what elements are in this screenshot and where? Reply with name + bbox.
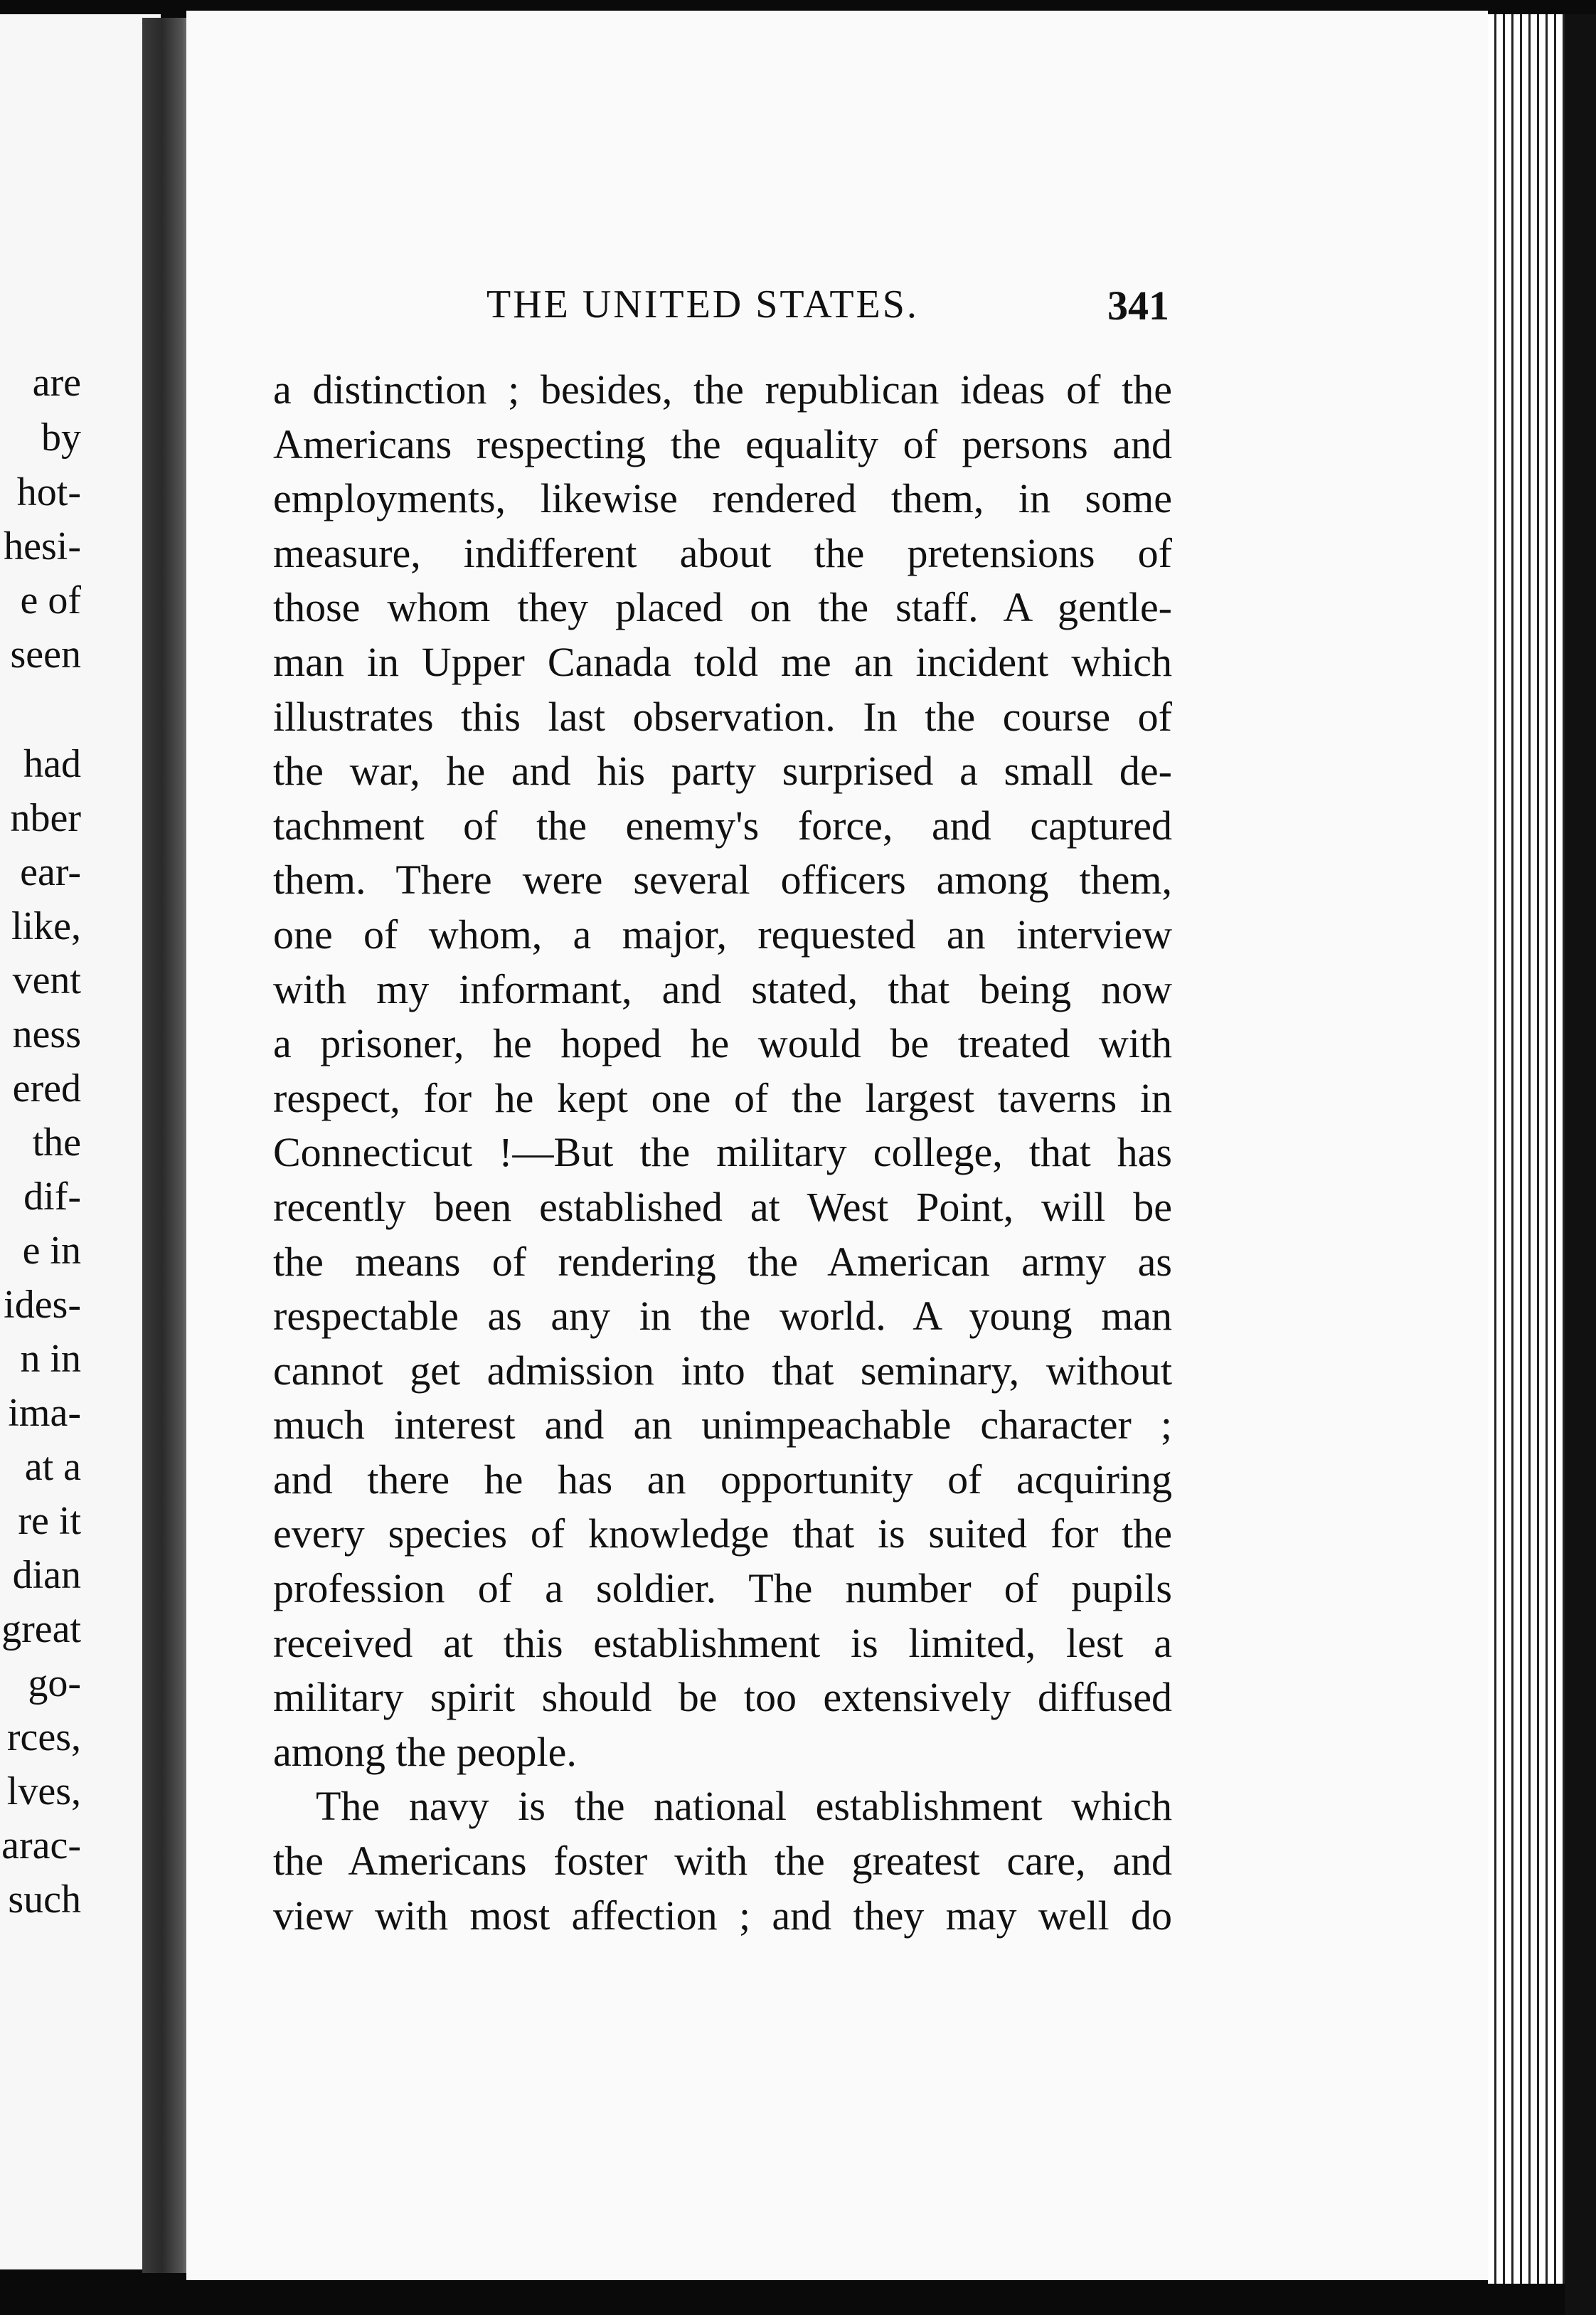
facing-line: lves, — [6, 1769, 81, 1813]
facing-line: seen — [10, 632, 81, 677]
facing-line: at a — [24, 1445, 81, 1489]
text-line: every species of knowledge that is suited for the — [273, 1510, 1172, 1557]
text-line: one of whom, a major, requested an interview — [273, 911, 1172, 958]
text-line: the means of rendering the American army as — [273, 1238, 1172, 1285]
text-line: illustrates this last observation. In the course of — [273, 693, 1172, 740]
facing-line: ides- — [4, 1283, 81, 1327]
page-edges-shadow — [1565, 14, 1596, 2315]
text-line: recently been established at West Point, will be — [273, 1183, 1172, 1230]
facing-line: ness — [12, 1012, 81, 1056]
text-line: cannot get admission into that seminary, without — [273, 1347, 1172, 1394]
text-line: military spirit should be too extensively diffused — [273, 1674, 1172, 1721]
facing-line: dif- — [23, 1175, 81, 1219]
text-line: them. There were several officers among them, — [273, 857, 1172, 904]
running-head: THE UNITED STATES. — [486, 282, 919, 327]
facing-line: ear- — [20, 850, 81, 894]
facing-line: such — [8, 1877, 81, 1922]
text-line: and there he has an opportunity of acquiring — [273, 1456, 1172, 1503]
text-line: man in Upper Canada told me an incident which — [273, 638, 1172, 685]
facing-line: ima- — [8, 1391, 81, 1435]
facing-line: vent — [12, 958, 81, 1002]
text-line: Americans respecting the equality of persons and — [273, 420, 1172, 467]
text-line: Connecticut !—But the military college, that has — [273, 1129, 1172, 1176]
facing-line: hesi- — [4, 524, 81, 568]
facing-line: nber — [10, 796, 81, 840]
text-line: those whom they placed on the staff. A gentle- — [273, 584, 1172, 631]
text-line: respectable as any in the world. A young man — [273, 1293, 1172, 1340]
text-line: employments, likewise rendered them, in some — [273, 475, 1172, 522]
text-line: view with most affection ; and they may well do — [273, 1892, 1172, 1939]
facing-line: dian — [12, 1553, 81, 1597]
facing-line: are — [32, 361, 81, 405]
text-line: respect, for he kept one of the largest taverns in — [273, 1074, 1172, 1121]
facing-line: e in — [22, 1229, 81, 1273]
page-number: 341 — [1107, 282, 1169, 329]
book-gutter — [142, 18, 192, 2273]
facing-line: ered — [12, 1066, 81, 1111]
facing-line: had — [23, 742, 81, 786]
text-line: the Americans foster with the greatest care, and — [273, 1838, 1172, 1885]
text-line: among the people. — [273, 1728, 577, 1775]
text-line: much interest and an unimpeachable character ; — [273, 1402, 1172, 1448]
facing-line: rces, — [6, 1715, 81, 1759]
text-line: a distinction ; besides, the republican ideas of the — [273, 366, 1172, 413]
text-line: profession of a soldier. The number of pupils — [273, 1565, 1172, 1612]
facing-line: the — [32, 1121, 81, 1165]
text-line: a prisoner, he hoped he would be treated with — [273, 1020, 1172, 1067]
facing-line: by — [41, 415, 81, 460]
text-line: received at this establishment is limited, lest a — [273, 1619, 1172, 1666]
text-line: the war, he and his party surprised a small de- — [273, 748, 1172, 795]
facing-line: re it — [18, 1499, 81, 1543]
facing-page — [0, 14, 161, 2269]
facing-line: like, — [11, 904, 81, 948]
text-line: measure, indifferent about the pretensions of — [273, 529, 1172, 576]
facing-line: great — [1, 1607, 81, 1651]
facing-line: e of — [20, 578, 81, 623]
body-text — [273, 363, 1172, 1943]
facing-line: go- — [28, 1661, 81, 1705]
text-line: with my informant, and stated, that being now — [273, 965, 1172, 1012]
facing-line: n in — [20, 1337, 81, 1381]
facing-line: hot- — [16, 470, 81, 514]
text-line: tachment of the enemy's force, and captured — [273, 802, 1172, 849]
facing-line: arac- — [1, 1823, 81, 1868]
text-line: The navy is the national establishment which — [316, 1783, 1172, 1830]
